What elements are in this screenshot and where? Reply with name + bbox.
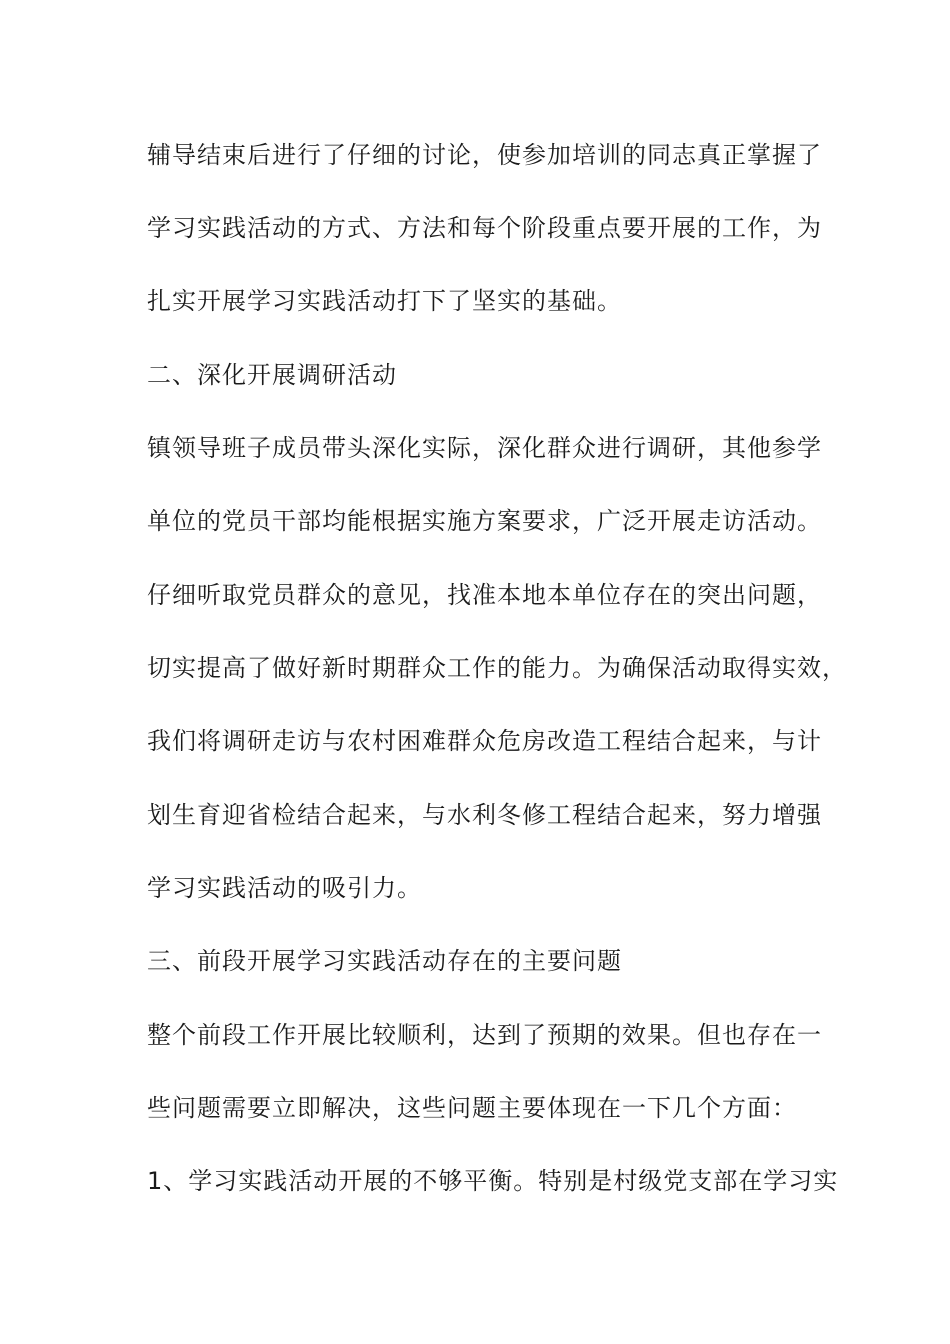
section-heading: 三、前段开展学习实践活动存在的主要问题 (147, 947, 622, 975)
paragraph-line: 学习实践活动的方式、方法和每个阶段重点要开展的工作，为 (147, 214, 822, 242)
paragraph-line: 扎实开展学习实践活动打下了坚实的基础。 (147, 287, 622, 315)
paragraph-line: 切实提高了做好新时期群众工作的能力。为确保活动取得实效， (147, 654, 847, 682)
paragraph-line: 学习实践活动的吸引力。 (147, 874, 422, 902)
paragraph-line: 仔细听取党员群众的意见，找准本地本单位存在的突出问题， (147, 581, 822, 609)
paragraph-line: 镇领导班子成员带头深化实际，深化群众进行调研，其他参学 (147, 434, 822, 462)
paragraph-line: 辅导结束后进行了仔细的讨论，使参加培训的同志真正掌握了 (147, 141, 822, 169)
paragraph-line: 单位的党员干部均能根据实施方案要求，广泛开展走访活动。 (147, 507, 822, 535)
paragraph-line: 我们将调研走访与农村困难群众危房改造工程结合起来，与计 (147, 727, 822, 755)
paragraph-line: 些问题需要立即解决，这些问题主要体现在一下几个方面： (147, 1094, 797, 1122)
list-item-line: 1、学习实践活动开展的不够平衡。特别是村级党支部在学习实 (147, 1167, 839, 1195)
paragraph-line: 划生育迎省检结合起来，与水利冬修工程结合起来，努力增强 (147, 801, 822, 829)
section-heading: 二、深化开展调研活动 (147, 361, 397, 389)
paragraph-line: 整个前段工作开展比较顺利，达到了预期的效果。但也存在一 (147, 1021, 822, 1049)
